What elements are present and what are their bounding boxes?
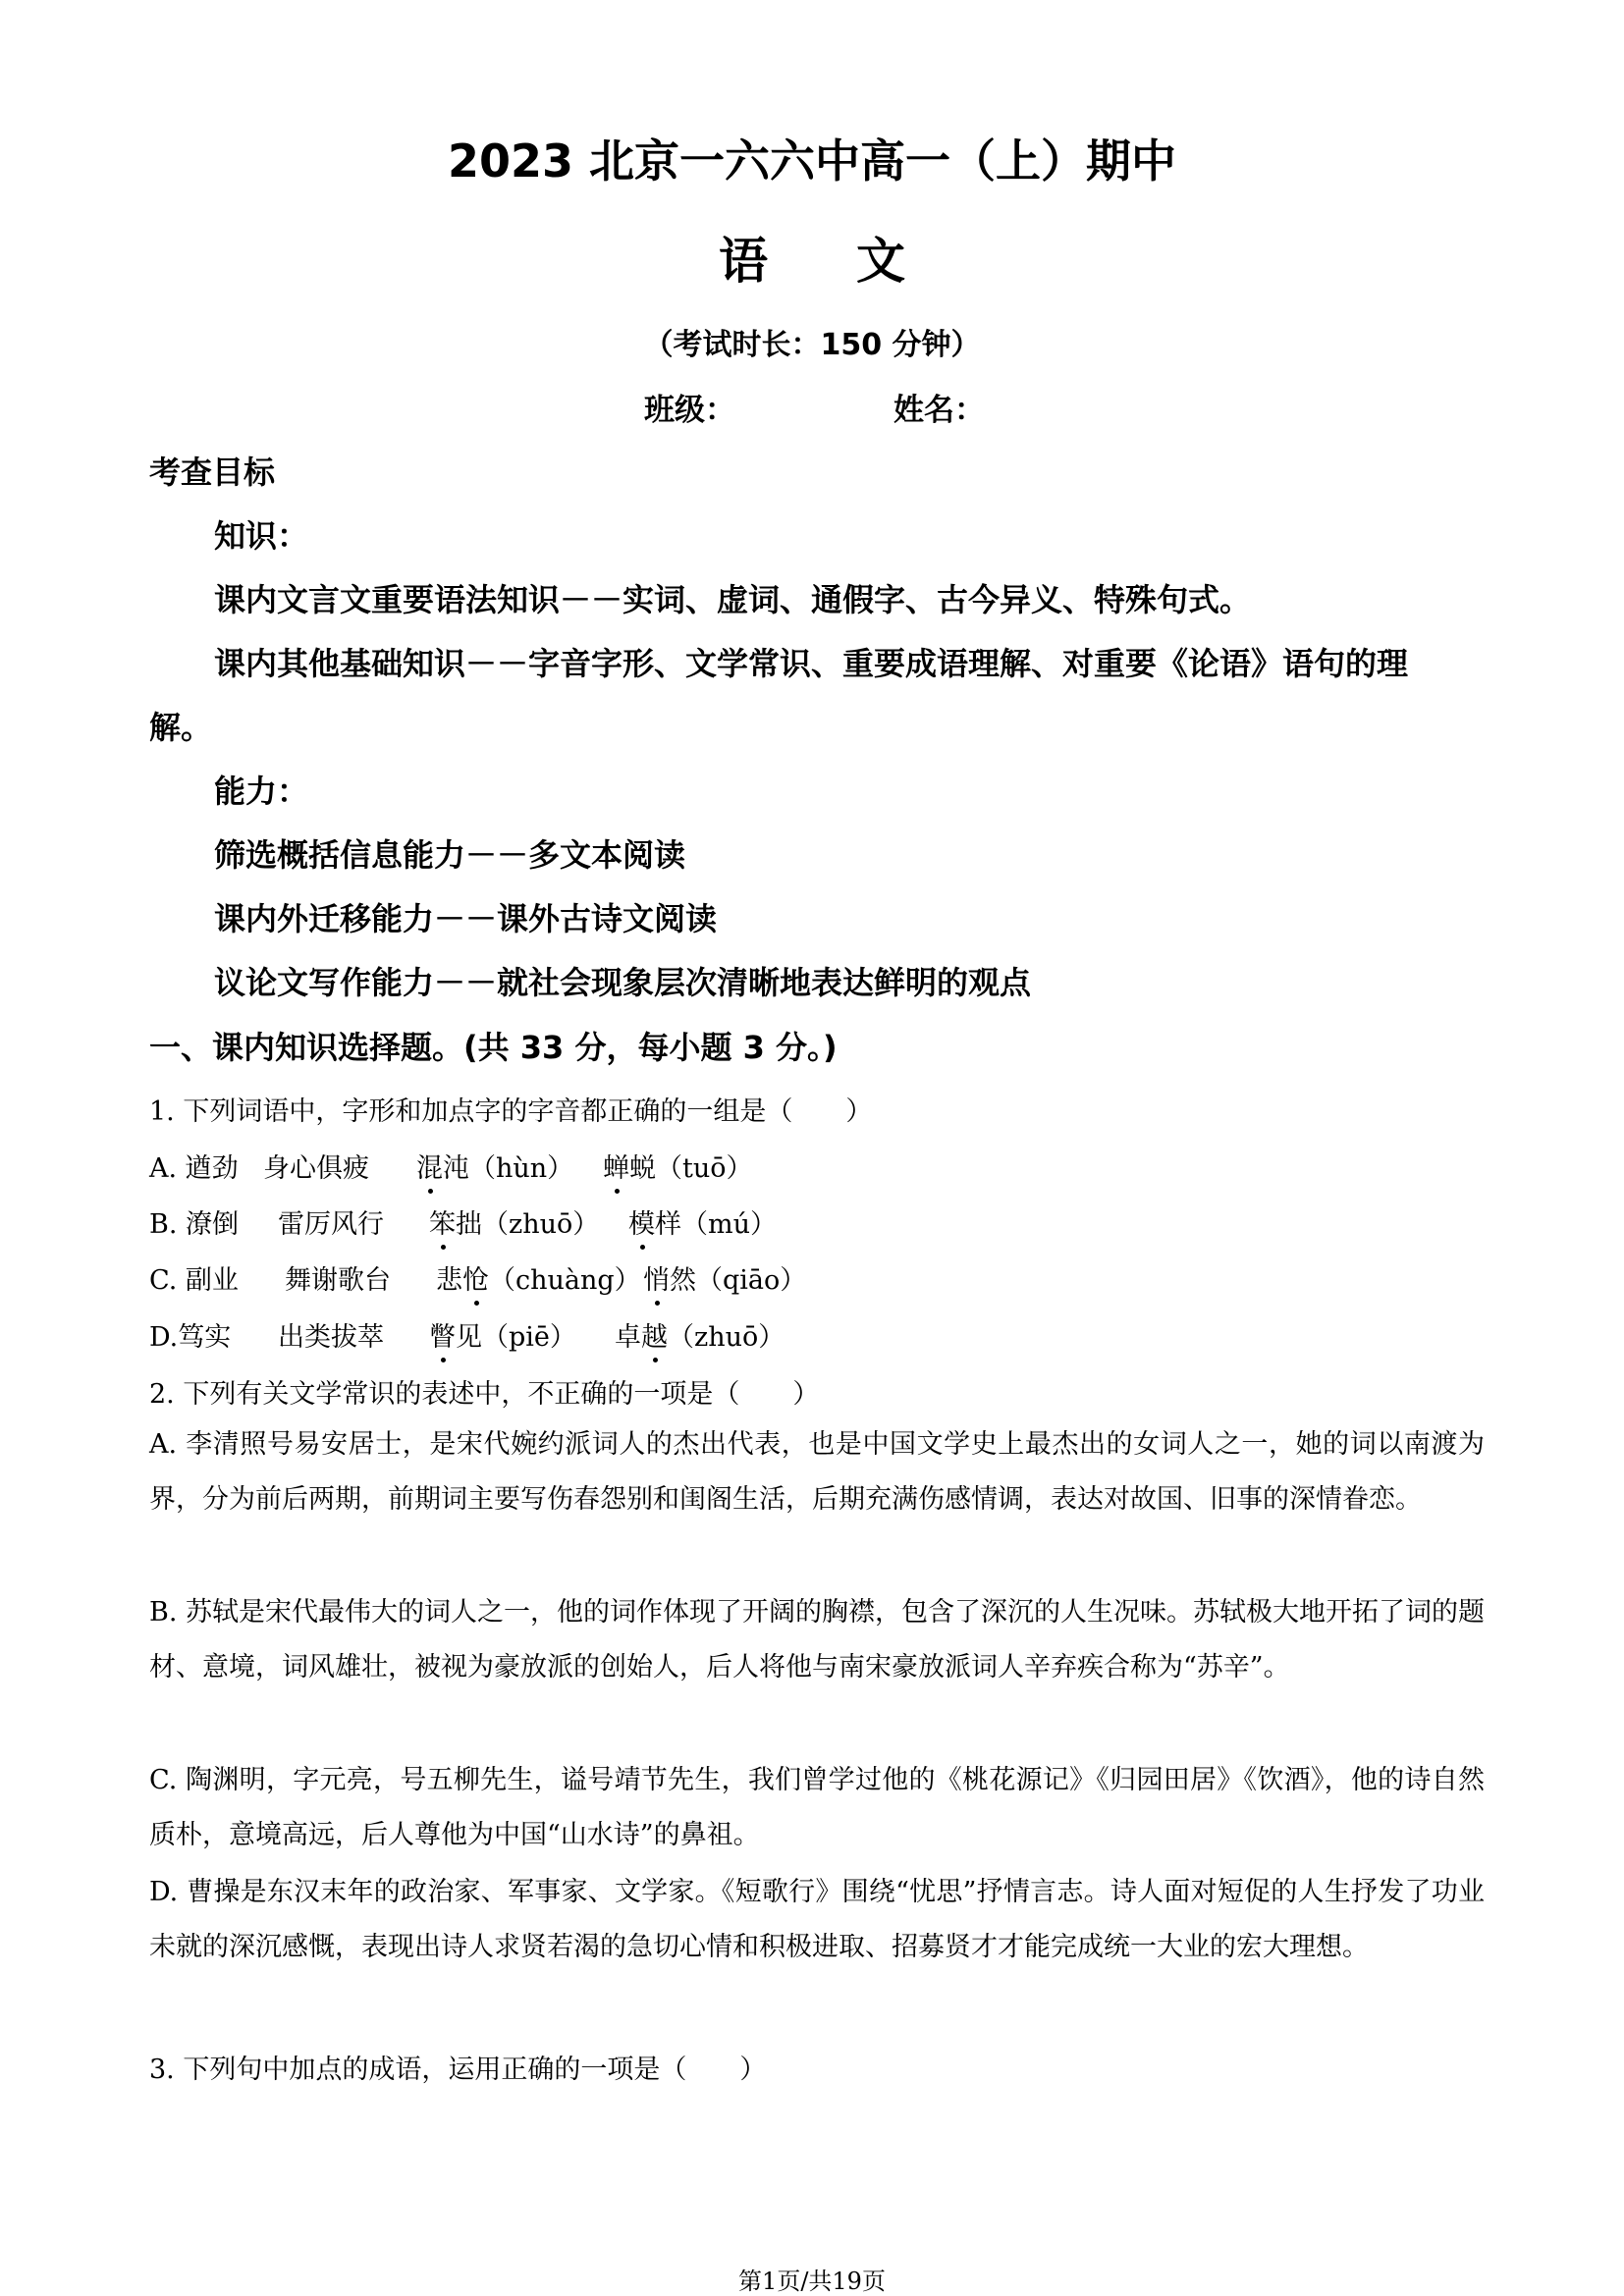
option-label: C. 副业 — [149, 1265, 239, 1296]
question-2-stem: 2. 下列有关文学常识的表述中，不正确的一项是（ ） — [149, 1379, 820, 1410]
knowledge-item-2-cont: 解。 — [149, 709, 213, 746]
class-label: 班级： — [644, 393, 735, 428]
question-2-option-c: C. 陶渊明，字元亮，号五柳先生，谥号靖节先生，我们曾学过他的《桃花源记》《归园田居》《饮酒》，他的诗自然质朴，意境高远，后人尊他为中国“山水诗”的鼻祖。 — [149, 1765, 1485, 1850]
ability-item-3: 议论文写作能力－－就社会现象层次清晰地表达鲜明的观点 — [214, 964, 1032, 1001]
option-word: 混沌（hùn） — [416, 1153, 574, 1184]
option-word: 舞谢歌台 — [285, 1265, 391, 1296]
option-word: 雷厉风行 — [278, 1209, 384, 1240]
question-2-option-a: A. 李清照号易安居士，是宋代婉约派词人的杰出代表，也是中国文学史上最杰出的女词人之一，她的词以南渡为界，分为前后两期，前期词主要写伤春怨别和闺阁生活，后期充满伤感情调，表达对故国、旧事的深情眷恋。 — [149, 1429, 1485, 1515]
option-label: A. 遒劲 — [149, 1153, 239, 1184]
question-2-option-d: D. 曹操是东汉末年的政治家、军事家、文学家。《短歌行》围绕“忧思”抒情言志。诗人面对短促的人生抒发了功业未就的深沉感慨，表现出诗人求贤若渴的急切心情和积极进取、招募贤才才能完成统一大业的宏大理想。 — [149, 1877, 1485, 1962]
option-word: 瞥见（piē） — [429, 1322, 576, 1353]
option-word: 悲怆（chuàng） — [436, 1265, 641, 1296]
option-word: 出类拔萃 — [278, 1322, 384, 1353]
option-word: 卓越（zhuō） — [615, 1322, 785, 1353]
option-word: 悄然（qiāo） — [643, 1265, 807, 1296]
option-label: B. 潦倒 — [149, 1209, 240, 1240]
question-1-stem: 1. 下列词语中，字形和加点字的字音都正确的一组是（ ） — [149, 1096, 873, 1127]
option-word: 蝉蜕（tuō） — [603, 1153, 753, 1184]
page-title: 2023 北京一六六中高一（上）期中 — [447, 134, 1177, 187]
page-number: 第1页/共19页 — [738, 2268, 886, 2295]
option-word: 笨拙（zhuō） — [429, 1209, 600, 1240]
question-2-option-b: B. 苏轼是宋代最伟大的词人之一，他的词作体现了开阔的胸襟，包含了深沉的人生况味。苏轼极大地开拓了词的题材、意境，词风雄壮，被视为豪放派的创始人，后人将他与南宋豪放派词人辛弃疾合称为“苏辛”。 — [149, 1597, 1486, 1682]
ability-item-2: 课内外迁移能力－－课外古诗文阅读 — [214, 900, 718, 937]
knowledge-item-2: 课内其他基础知识－－字音字形、文学常识、重要成语理解、对重要《论语》语句的理 — [214, 645, 1409, 682]
subject-title: 语文 — [719, 233, 994, 290]
name-label: 姓名： — [893, 393, 985, 428]
ability-item-1: 筛选概括信息能力－－多文本阅读 — [214, 836, 686, 874]
option-word: 身心俱疲 — [263, 1153, 369, 1184]
section-1-heading: 一、课内知识选择题。(共 33 分，每小题 3 分。) — [149, 1029, 838, 1066]
question-3-stem: 3. 下列句中加点的成语，运用正确的一项是（ ） — [149, 2055, 767, 2085]
option-label: D.笃实 — [149, 1322, 232, 1353]
objectives-heading: 考查目标 — [149, 454, 276, 491]
option-word: 模样（mú） — [628, 1209, 777, 1240]
ability-label: 能力： — [214, 773, 309, 810]
exam-duration: （考试时长：150 分钟） — [643, 328, 981, 362]
knowledge-item-1: 课内文言文重要语法知识－－实词、虚词、通假字、古今异义、特殊句式。 — [214, 581, 1252, 618]
knowledge-label: 知识： — [214, 517, 309, 555]
